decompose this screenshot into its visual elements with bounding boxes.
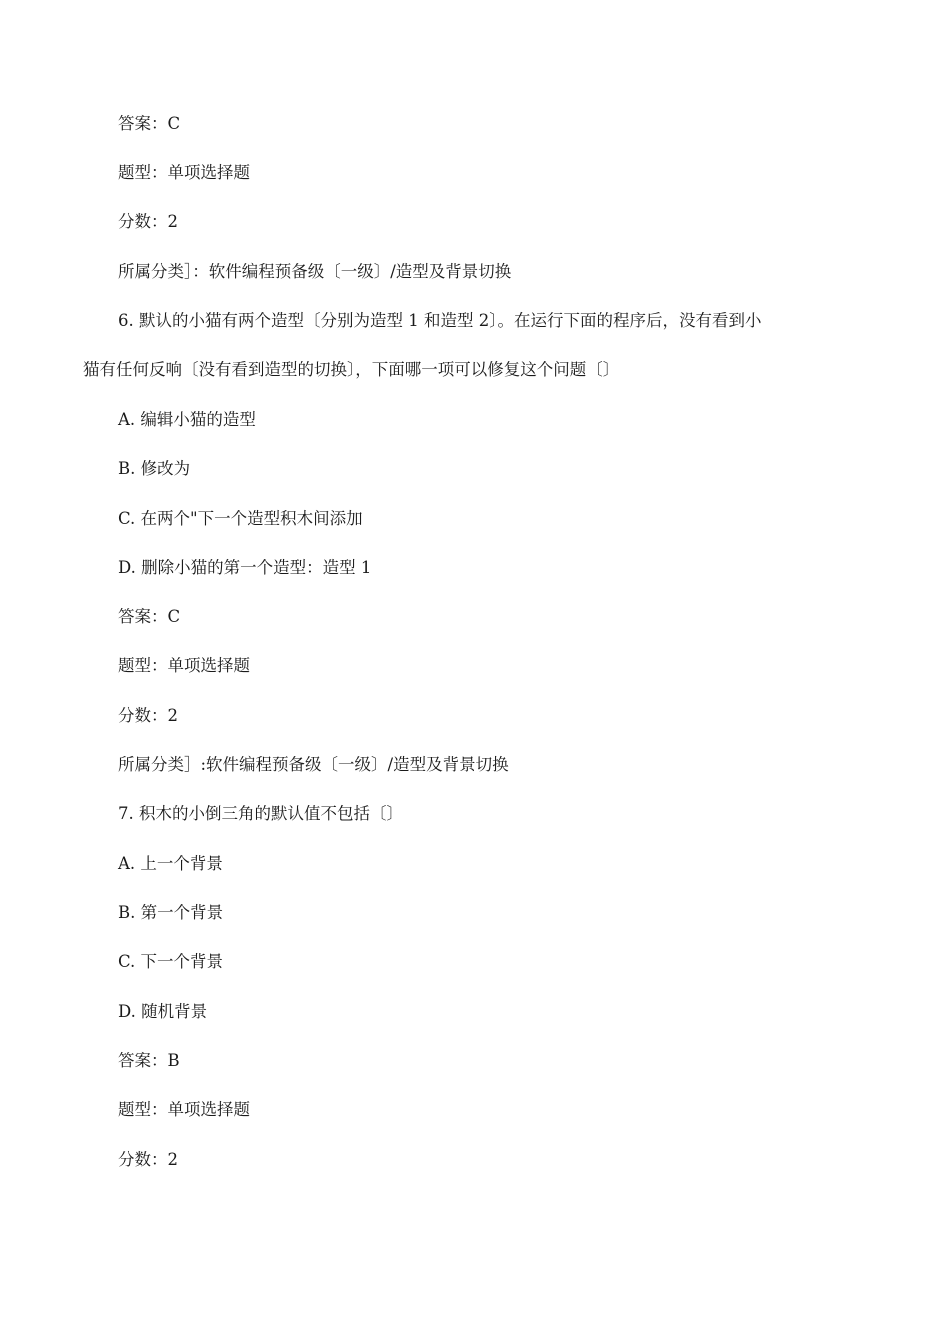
- q6-option-a: A. 编辑小猫的造型: [118, 410, 256, 429]
- q7-type: 题型：单项选择题: [118, 1100, 250, 1119]
- q6-stem-line1: 6. 默认的小猫有两个造型〔分别为造型 1 和造型 2〕。在运行下面的程序后，没有看到小: [118, 311, 762, 330]
- q7-option-d: D. 随机背景: [118, 1002, 208, 1021]
- q5-category: 所属分类］：软件编程预备级〔一级〕/造型及背景切换: [118, 262, 512, 281]
- q5-score: 分数：2: [118, 212, 178, 231]
- q6-category: 所属分类］:软件编程预备级〔一级〕/造型及背景切换: [118, 755, 509, 774]
- q6-type: 题型：单项选择题: [118, 656, 250, 675]
- q5-answer: 答案：C: [118, 114, 181, 133]
- q6-score: 分数：2: [118, 706, 178, 725]
- q7-answer: 答案：B: [118, 1051, 180, 1070]
- q7-stem: 7. 积木的小倒三角的默认值不包括〔〕: [118, 804, 403, 823]
- q6-option-d: D. 删除小猫的第一个造型：造型 1: [118, 558, 372, 577]
- q6-stem-line2: 猫有任何反响〔没有看到造型的切换〕，下面哪一项可以修复这个问题〔〕: [83, 360, 620, 379]
- q7-option-a: A. 上一个背景: [118, 854, 223, 873]
- q7-option-b: B. 第一个背景: [118, 903, 224, 922]
- q6-answer: 答案：C: [118, 607, 181, 626]
- q5-type: 题型：单项选择题: [118, 163, 250, 182]
- q6-option-b: B. 修改为: [118, 459, 191, 478]
- q7-score: 分数：2: [118, 1150, 178, 1169]
- q6-option-c: C. 在两个"下一个造型积木间添加: [118, 509, 363, 528]
- q7-option-c: C. 下一个背景: [118, 952, 224, 971]
